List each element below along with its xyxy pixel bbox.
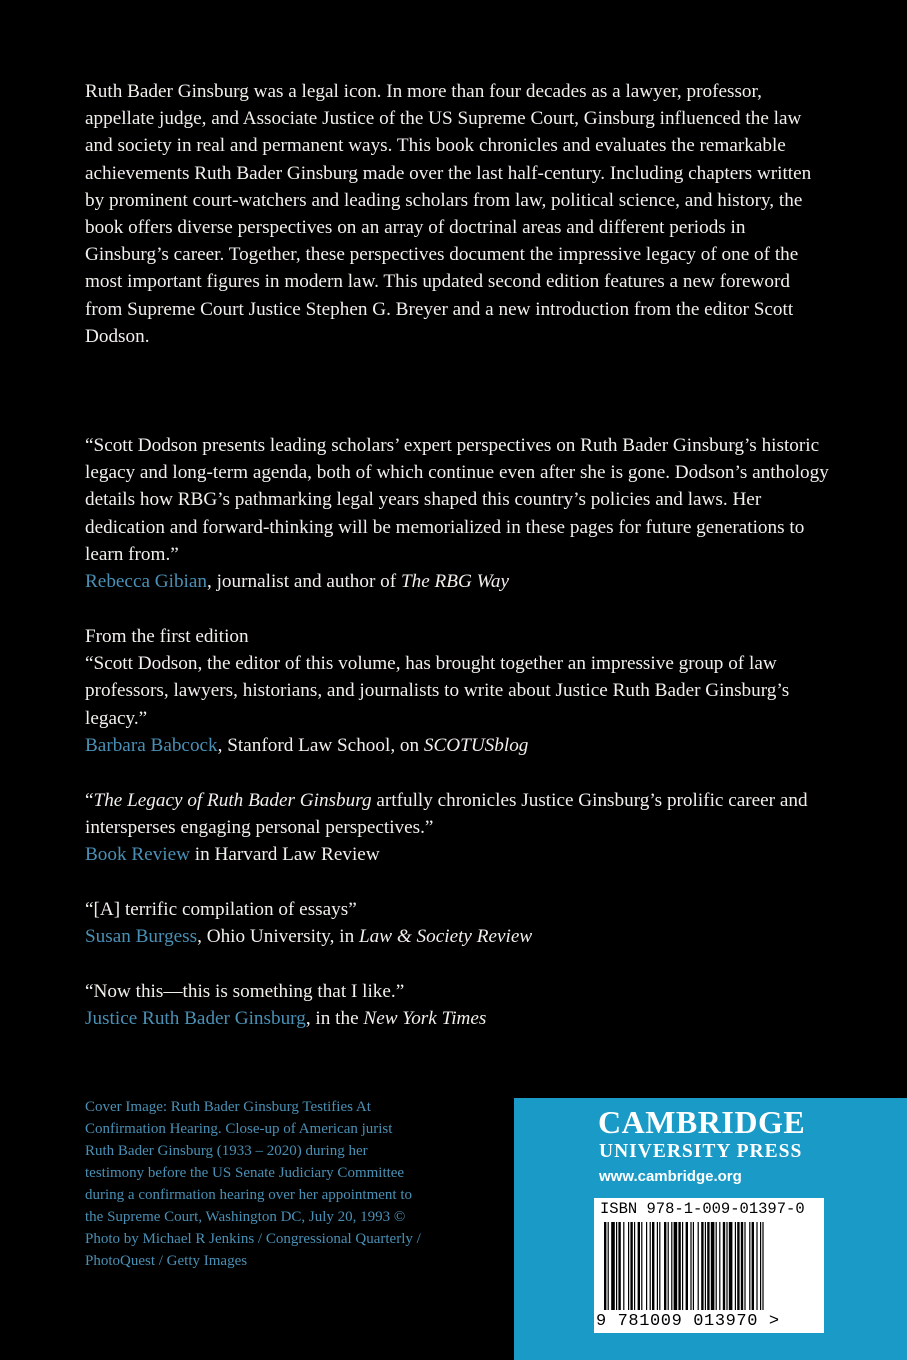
- quote-book-title: The Legacy of Ruth Bader Ginsburg: [93, 790, 372, 811]
- reviewer-name: Barbara Babcock: [85, 734, 218, 756]
- quote-text: [85, 787, 830, 841]
- quote-body: artfully chronicles Justice Ginsburg’s prolific career and intersperses engaging personal perspectives.”: [85, 790, 808, 839]
- barcode-icon: [602, 1222, 816, 1312]
- reviewer-name: Book Review: [85, 844, 190, 866]
- quote-attribution: [85, 841, 830, 868]
- reviewer-source: Law & Society Review: [358, 926, 533, 948]
- review-quote: [85, 787, 830, 869]
- quote-open-mark: “: [85, 790, 94, 811]
- quote-text: “Scott Dodson presents leading scholars’ expert perspectives on Ruth Bader Ginsburg’s historic legacy and long-term agenda, both of which continue even after she is gone. Dodson’s anthology details how RBG’s pathmarking legal years shaped this country’s policies and laws. Her dedication and forward-thinking will be memorialized in these pages for future generations to learn from.”: [85, 435, 829, 565]
- reviewer-source: SCOTUSblog: [423, 734, 529, 756]
- quote-text: “Now this—this is something that I like.”: [85, 981, 405, 1002]
- cover-image-credit: Cover Image: Ruth Bader Ginsburg Testifies At Confirmation Hearing. Close-up of American jurist Ruth Bader Ginsburg (1933 – 2020) during her testimony before the US Senate Judiciary Committee during a confirmation hearing over her appointment to the Supreme Court, Washington DC, July 20, 1993 © Photo by Michael R Jenkins / Congressional Quarterly / PhotoQuest / Getty Images: [85, 1099, 421, 1269]
- reviewer-name: Rebecca Gibian: [85, 571, 207, 593]
- reviewer-source: New York Times: [363, 1008, 487, 1030]
- quote-intro: From the first edition: [85, 626, 249, 647]
- quote-attribution: [85, 1005, 830, 1032]
- publisher-subname: UNIVERSITY PRESS: [599, 1141, 803, 1162]
- reviewer-affiliation: , Ohio University, in: [197, 926, 359, 948]
- reviewer-affiliation: , journalist and author of: [207, 571, 401, 593]
- book-description: [85, 78, 830, 350]
- publisher-url: www.cambridge.org: [599, 1168, 742, 1185]
- reviewer-affiliation: , in the: [305, 1008, 364, 1030]
- reviewer-name: Justice Ruth Bader Ginsburg: [85, 1008, 306, 1030]
- barcode-box: [594, 1198, 824, 1333]
- review-quote: [85, 896, 830, 950]
- quote-attribution: [85, 732, 830, 759]
- publisher-name: CAMBRIDGE: [598, 1104, 806, 1140]
- review-quote: [85, 978, 830, 1032]
- quote-text: “Scott Dodson, the editor of this volume, has brought together an impressive group of law professors, lawyers, historians, and journalists to write about Justice Ruth Bader Ginsburg’s legacy.”: [85, 653, 790, 729]
- isbn-label: ISBN 978-1-009-01397-0: [600, 1200, 805, 1218]
- barcode-digits: 9 781009 013970 >: [596, 1312, 780, 1331]
- reviewer-affiliation: , Stanford Law School, on: [217, 734, 424, 756]
- reviewer-name: Susan Burgess: [85, 926, 198, 948]
- quote-attribution: [85, 923, 830, 950]
- publisher-panel: [514, 1098, 907, 1360]
- reviewer-affiliation: in Harvard Law Review: [190, 844, 380, 866]
- review-quote: [85, 623, 830, 759]
- quote-text: “[A] terrific compilation of essays”: [85, 899, 357, 920]
- description-text: Ruth Bader Ginsburg was a legal icon. In more than four decades as a lawyer, professor, appellate judge, and Associate Justice of the US Supreme Court, Ginsburg influenced the law and society in real and permanent ways. This book chronicles and evaluates the remarkable achievements Ruth Bader Ginsburg made over the last half-century. Including chapters written by prominent court-watchers and leading scholars from law, political science, and history, the book offers diverse perspectives on an array of doctrinal areas and different periods in Ginsburg’s career. Together, these perspectives document the impressive legacy of one of the most important figures in modern law. This updated second edition features a new foreword from Supreme Court Justice Stephen G. Breyer and a new introduction from the editor Scott Dodson.: [85, 81, 812, 347]
- reviewer-source: The RBG Way: [400, 571, 509, 593]
- quote-attribution: [85, 568, 830, 595]
- review-quote: [85, 432, 830, 595]
